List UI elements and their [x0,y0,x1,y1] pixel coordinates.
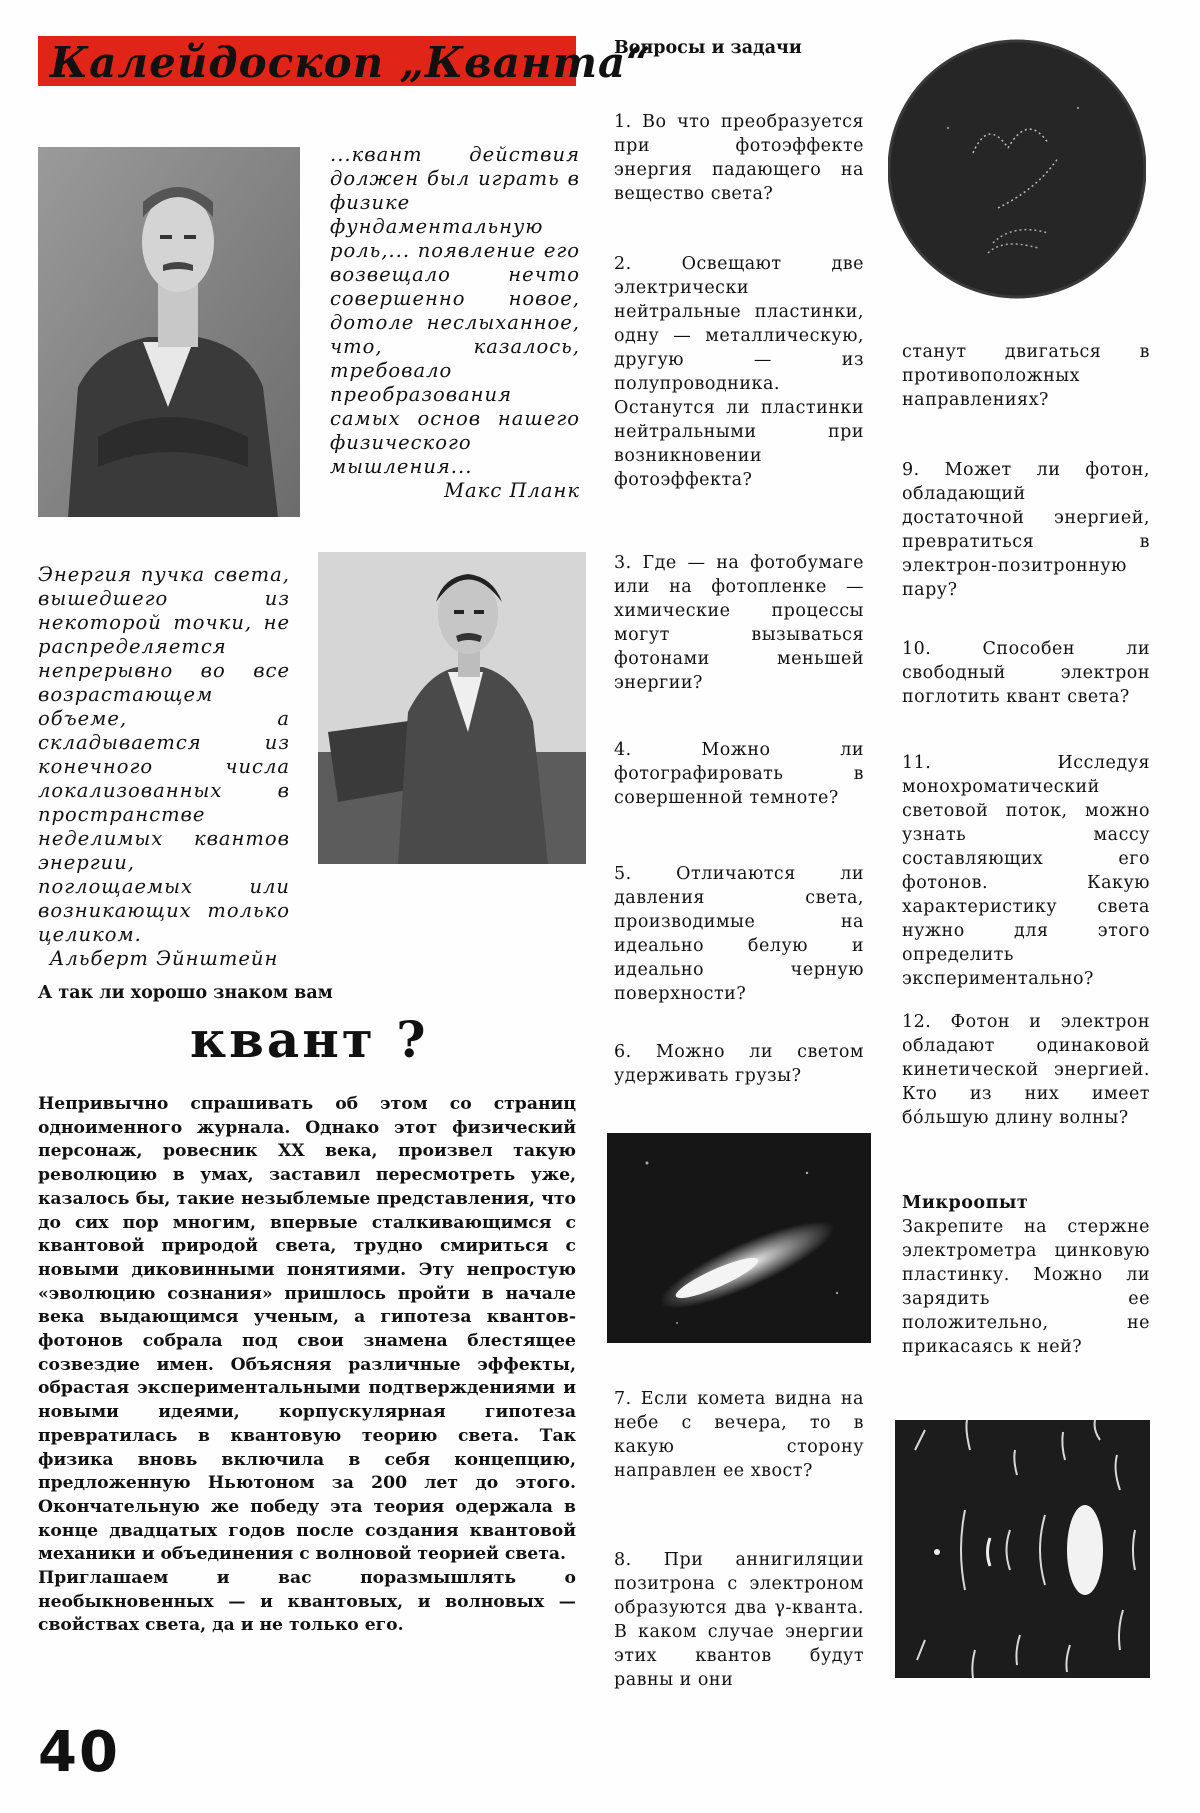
microexperiment-text: Закрепите на стержне электрометра цинковую пластинку. Можно ли зарядить ее положительно, не прикасаясь к ней? [902,1217,1150,1357]
microexperiment [902,1191,1150,1359]
question-11: 11. Исследуя монохроматический световой поток, можно узнать массу составляющих его фотонов. Какую характеристику света нужно для этого определить экспериментально? [902,753,1150,989]
questions-heading: Вопросы и задачи [614,38,802,58]
cloud-chamber-photo [888,38,1146,300]
planck-quote-author: Макс Планк [444,479,580,502]
question-8: 8. При аннигиляции позитрона с электроном образуются два γ-кванта. В каком случае энергии этих квантов будут равны и они [614,1550,864,1690]
article-kicker: А так ли хорошо знаком вам [38,983,333,1003]
question-9: 9. Может ли фотон, обладающий достаточной энергией, превратиться в электрон-позитронную пару? [902,460,1150,600]
wavefront-diagram [895,1420,1150,1678]
planck-quote-text: ...квант действия должен был играть в физике фундаментальную роль,... появление его возвещало нечто совершенно новое, дотоле неслыханное, что, казалось, требовало преобразования самых основ нашего физического мышления... [330,143,580,478]
page-number: 40 [38,1720,120,1785]
einstein-quote-author: Альберт Эйнштейн [49,947,279,970]
question-12: 12. Фотон и электрон обладают одинаковой кинетической энергией. Кто из них имеет бóльшую длину волны? [902,1012,1150,1128]
question-5: 5. Отличаются ли давления света, производимые на идеально белую и идеально черную поверхности? [614,864,864,1004]
question-8-continued: станут двигаться в противоположных направлениях? [902,342,1150,410]
question-3: 3. Где — на фотобумаге или на фотопленке — химические процессы могут вызываться фотонами меньшей энергии? [614,553,864,693]
question-2: 2. Освещают две электрически нейтральные пластинки, одну — металлическую, другую — из полупроводника. Останутся ли пластинки нейтральными при возникновении фотоэффекта? [614,254,864,490]
question-6: 6. Можно ли светом удерживать грузы? [614,1042,864,1086]
portrait-photo-einstein [318,552,586,864]
question-7: 7. Если комета видна на небе с вечера, то в какую сторону направлен ее хвост? [614,1389,864,1481]
question-10: 10. Способен ли свободный электрон поглотить квант света? [902,639,1150,707]
article-title: квант ? [190,1010,429,1069]
comet-photo [607,1133,871,1343]
microexperiment-heading: Микроопыт [902,1193,1029,1213]
question-4: 4. Можно ли фотографировать в совершенной темноте? [614,740,864,808]
einstein-quote [38,563,290,971]
article-body [38,1093,576,1638]
einstein-quote-text: Энергия пучка света, вышедшего из некоторой точки, не распределяется непрерывно во все возрастающем объеме, а складывается из конечного числа локализованных в пространстве неделимых квантов энергии, поглощаемых или возникающих только целиком. [38,563,290,946]
article-paragraph: Приглашаем и вас поразмышлять о необыкновенных — и квантовых, и волновых — свойствах света, да и не только его. [38,1568,576,1636]
question-1: 1. Во что преобразуется при фотоэффекте энергия падающего на вещество света? [614,112,864,204]
planck-quote [330,143,580,503]
portrait-photo-planck [38,147,300,517]
article-paragraph: Непривычно спрашивать об этом со страниц одноименного журнала. Однако этот физический персонаж, ровесник XX века, произвел такую революцию в умах, заставил пересмотреть уже, казалось бы, такие незыблемые представления, что до сих пор многим, впервые сталкивающимся с квантовой природой света, трудно смириться с новыми диковинными понятиями. Эту непростую «эволюцию сознания» пришлось пройти в начале века выдающимся ученым, а гипотеза квантов-фотонов собрала под свои знамена блестящее созвездие имен. Объясняя различные эффекты, обрастая экспериментальными подтверждениями и новыми идеями, корпускулярная гипотеза превратилась в квантовую теорию света. Так физика вновь включила в себя концепцию, предложенную Ньютоном за 200 лет до этого. Окончательную же победу эта теория одержала в конце двадцатых годов после создания квантовой механики и объединения с волновой теорией света. [38,1094,576,1565]
header-title: Калейдоскоп „Кванта“ [50,38,652,87]
